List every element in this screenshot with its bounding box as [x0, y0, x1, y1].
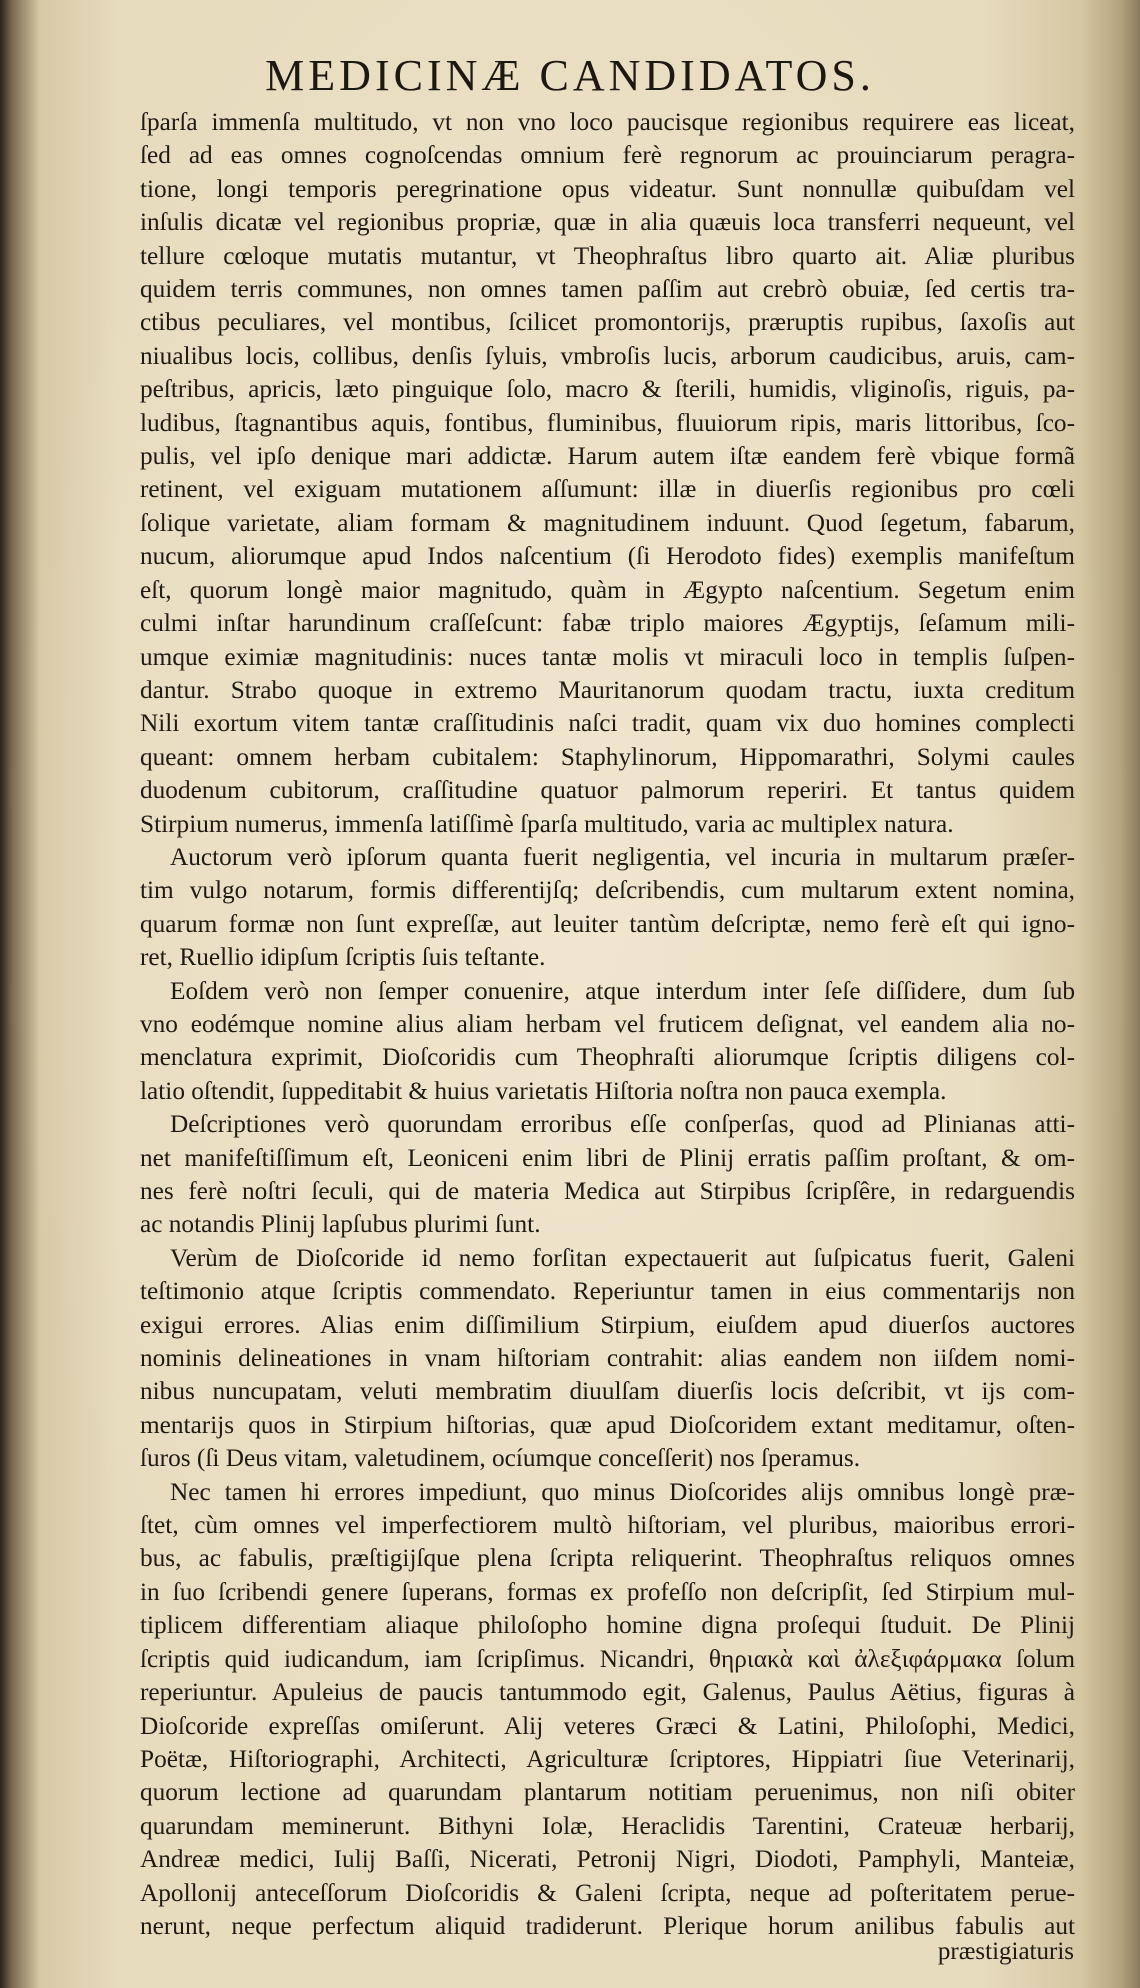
- text-line: tione, longi temporis peregrinatione opus videatur. Sunt nonnullæ quibuſdam vel: [140, 174, 1075, 203]
- text-line: teſtimonio atque ſcriptis commendato. Reperiuntur tamen in eius commentarijs non: [140, 1277, 1075, 1306]
- text-line: niualibus locis, collibus, denſis ſyluis, vmbroſis lucis, arborum caudicibus, aruis, cam-: [140, 341, 1075, 370]
- text-line: Nec tamen hi errores impediunt, quo minus Dioſcorides alijs omnibus longè præ-: [170, 1477, 1075, 1506]
- text-line: ludibus, ſtagnantibus aquis, fontibus, fluminibus, fluuiorum ripis, maris littoribus, ſco-: [140, 408, 1075, 437]
- text-line: exigui errores. Alias enim diſſimilium Stirpium, eiuſdem apud diuerſos auctores: [140, 1310, 1075, 1339]
- text-line: ſtet, cùm omnes vel imperfectiorem multò hiſtoriam, vel pluribus, maioribus errori-: [140, 1511, 1075, 1540]
- text-line: latio oſtendit, ſuppeditabit & huius varietatis Hiſtoria noſtra non pauca exempla.: [140, 1076, 947, 1105]
- text-line: ſuros (ſi Deus vitam, valetudinem, ocíumque conceſſerit) nos ſperamus.: [140, 1444, 861, 1473]
- catchword: præstigiaturis: [937, 1938, 1074, 1965]
- text-line: Verùm de Dioſcoride id nemo forſitan expectauerit aut ſuſpicatus fuerit, Galeni: [170, 1243, 1075, 1272]
- body-text: [140, 106, 1075, 1943]
- text-line: tiplicem differentiam aliaque philoſopho homine digna proſequi ſtuduit. De Plinij: [140, 1611, 1075, 1640]
- text-line: Dioſcoride expreſſas omiſerunt. Alij veteres Græci & Latini, Philoſophi, Medici,: [140, 1711, 1075, 1740]
- text-line: reperiuntur. Apuleius de paucis tantummodo egit, Galenus, Paulus Aëtius, figuras à: [140, 1678, 1075, 1707]
- text-line: ret, Ruellio idipſum ſcriptis ſuis teſtante.: [140, 943, 546, 972]
- text-line: ſed ad eas omnes cognoſcendas omnium ferè regnorum ac prouinciarum peragra-: [140, 141, 1075, 170]
- text-line: duodenum cubitorum, craſſitudine quatuor palmorum reperiri. Et tantus quidem: [140, 776, 1075, 805]
- text-line: inſulis dicatæ vel regionibus propriæ, quæ in alia quæuis loca transferri nequeunt, vel: [140, 208, 1075, 237]
- text-line: culmi inſtar harundinum craſſeſcunt: fabæ triplo maiores Ægyptijs, ſeſamum mili-: [140, 609, 1075, 638]
- text-line: ctibus peculiares, vel montibus, ſcilicet promontorijs, præruptis rupibus, ſaxoſis aut: [140, 308, 1075, 337]
- text-line: in ſuo ſcribendi genere ſuperans, formas ex profeſſo non deſcripſit, ſed Stirpium mul-: [140, 1577, 1075, 1606]
- text-line: mentarijs quos in Stirpium hiſtorias, quæ apud Dioſcoridem extant meditamur, oſten-: [140, 1410, 1075, 1439]
- text-line: nes ferè noſtri ſeculi, qui de materia Medica aut Stirpibus ſcripſêre, in redarguendis: [140, 1177, 1075, 1205]
- text-line: Apollonij anteceſſorum Dioſcoridis & Galeni ſcripta, neque ad poſteritatem perue-: [140, 1878, 1075, 1907]
- text-line: pulis, vel ipſo denique mari addictæ. Harum autem iſtæ eandem ferè vbique formã: [140, 442, 1075, 471]
- text-line: Deſcriptiones verò quorundam erroribus eſſe conſperſas, quod ad Plinianas atti-: [170, 1110, 1075, 1139]
- text-line: umque eximiæ magnitudinis: nuces tantæ molis vt miraculi loco in templis ſuſpen-: [140, 642, 1075, 671]
- text-line: ſcriptis quid iudicandum, iam ſcripſimus. Nicandri, θηριακὰ καὶ ἀλεξιφάρμακα ſolum: [140, 1644, 1075, 1673]
- text-line: peſtribus, apricis, læto pinguique ſolo, macro & ſterili, humidis, vliginoſis, riguis, pa-: [140, 375, 1075, 404]
- page-header: MEDICINÆ CANDIDATOS.: [265, 51, 875, 100]
- text-line: nerunt, neque perfectum aliquid tradiderunt. Plerique horum anilibus fabulis aut: [140, 1911, 1075, 1940]
- text-line: quarundam meminerunt. Bithyni Iolæ, Heraclidis Tarentini, Crateuæ herbarij,: [140, 1811, 1075, 1840]
- text-line: quidem terris communes, non omnes tamen paſſim aut crebrò obuiæ, ſed certis tra-: [140, 275, 1075, 304]
- text-line: tellure cœloque mutatis mutantur, vt Theophraſtus libro quarto ait. Aliæ pluribus: [140, 241, 1075, 270]
- text-line: quarum formæ non ſunt expreſſæ, aut leuiter tantùm deſcriptæ, nemo ferè eſt qui igno-: [140, 909, 1075, 938]
- text-line: Nili exortum vitem tantæ craſſitudinis naſci tradit, quam vix duo homines complecti: [140, 709, 1075, 738]
- text-line: net manifeſtiſſimum eſt, Leoniceni enim libri de Plinij erratis paſſim proſtant, & om-: [140, 1143, 1075, 1172]
- text-line: Eoſdem verò non ſemper conuenire, atque interdum inter ſeſe diſſidere, dum ſub: [170, 976, 1075, 1005]
- text-line: ſparſa immenſa multitudo, vt non vno loco paucisque regionibus requirere eas liceat,: [140, 108, 1075, 136]
- text-line: bus, ac fabulis, præſtigijſque plena ſcripta reliquerint. Theophraſtus reliquos omnes: [140, 1544, 1075, 1573]
- text-line: Andreæ medici, Iulij Baſſi, Nicerati, Petronij Nigri, Diodoti, Pamphyli, Manteiæ,: [140, 1845, 1075, 1874]
- text-line: Poëtæ, Hiſtoriographi, Architecti, Agriculturæ ſcriptores, Hippiatri ſiue Veterinarij,: [140, 1744, 1075, 1773]
- text-line: ſolique varietate, aliam formam & magnitudinem induunt. Quod ſegetum, fabarum,: [140, 508, 1075, 537]
- text-line: nominis delineationes in vnam hiſtoriam contrahit: alias eandem non iiſdem nomi-: [140, 1344, 1075, 1373]
- text-line: vno eodémque nomine alius aliam herbam vel fruticem deſignat, vel eandem alia no-: [140, 1009, 1075, 1038]
- text-line: Auctorum verò ipſorum quanta fuerit negligentia, vel incuria in multarum præſer-: [170, 842, 1075, 871]
- text-line: retinent, vel exiguam mutationem aſſumunt: illæ in diuerſis regionibus pro cœli: [140, 475, 1075, 504]
- text-line: nucum, aliorumque apud Indos naſcentium (ſi Herodoto fides) exemplis manifeſtum: [140, 542, 1075, 571]
- text-line: ac notandis Plinij lapſubus plurimi ſunt.: [140, 1210, 541, 1239]
- text-line: nibus nuncupatam, veluti membratim diuulſam diuerſis locis deſcribit, vt ijs com-: [140, 1377, 1075, 1406]
- text-line: menclatura exprimit, Dioſcoridis cum Theophraſti aliorumque ſcriptis diligens col-: [140, 1043, 1075, 1072]
- text-line: quorum lectione ad quarundam plantarum notitiam peruenimus, non niſi obiter: [140, 1778, 1075, 1807]
- text-line: tim vulgo notarum, formis differentijſq; deſcribendis, cum multarum extent nomina,: [140, 876, 1075, 905]
- text-line: eſt, quorum longè maior magnitudo, quàm in Ægypto naſcentium. Segetum enim: [140, 575, 1075, 604]
- text-line: dantur. Strabo quoque in extremo Mauritanorum quodam tractu, iuxta creditum: [140, 675, 1075, 704]
- text-line: Stirpium numerus, immenſa latiſſimè ſparſa multitudo, varia ac multiplex natura.: [140, 809, 954, 838]
- text-line: queant: omnem herbam cubitalem: Staphylinorum, Hippomarathri, Solymi caules: [140, 742, 1075, 771]
